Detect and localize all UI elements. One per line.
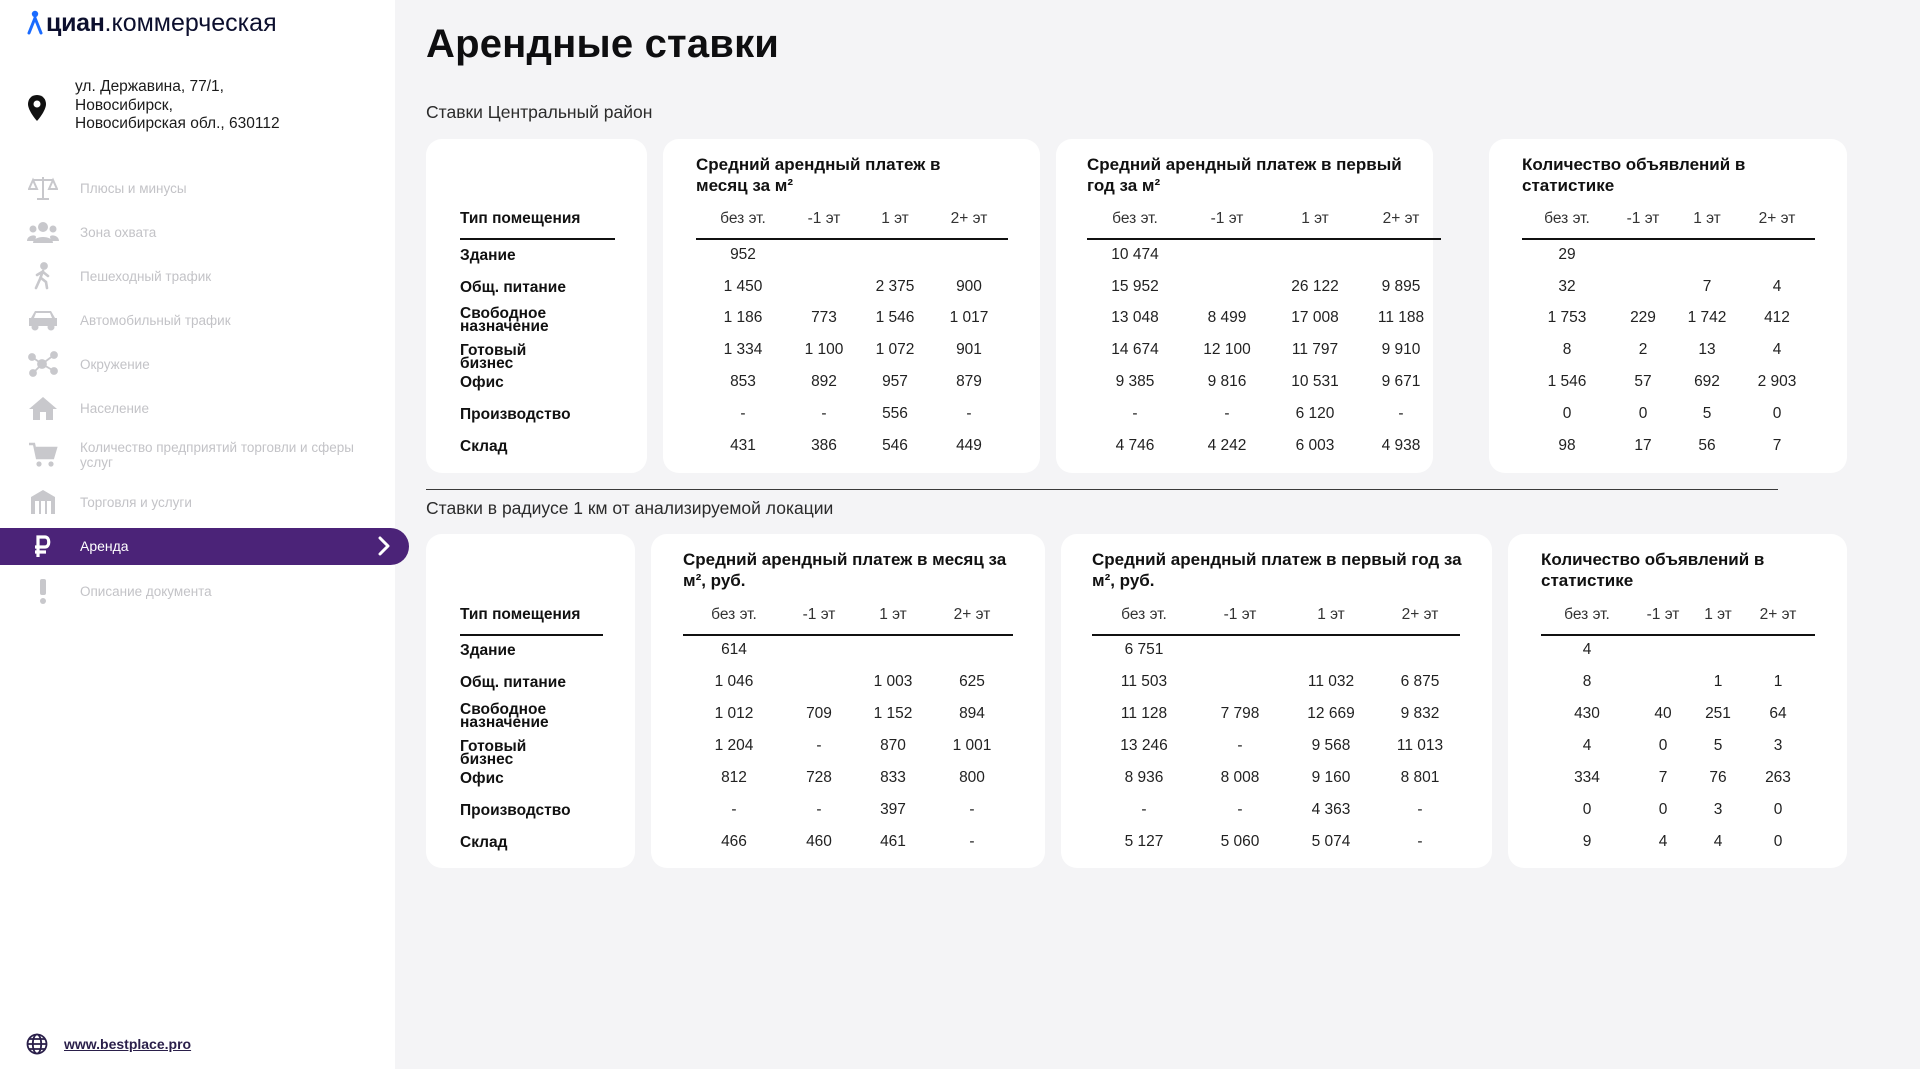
table-cell: 13 048 xyxy=(1111,309,1159,326)
table-cell: 8 936 xyxy=(1124,769,1164,786)
table-cell: 879 xyxy=(956,373,982,390)
sidebar-item-label: Количество предприятий торговли и сферы услуг xyxy=(80,440,354,470)
table-cell: 6 120 xyxy=(1295,405,1335,422)
row-label: Свободное назначение xyxy=(460,701,549,731)
row-label: Производство xyxy=(460,802,571,819)
sidebar-item-businesses-count[interactable] xyxy=(0,430,410,480)
column-header: -1 эт xyxy=(1646,606,1680,623)
table-cell: 3 xyxy=(1773,737,1783,754)
table-cell: 263 xyxy=(1765,769,1791,786)
table-cell: 7 xyxy=(1658,769,1668,786)
table-cell: 9 385 xyxy=(1115,373,1155,390)
table-cell: 0 xyxy=(1773,833,1783,850)
table-cell: 64 xyxy=(1769,705,1787,722)
table-cell: 957 xyxy=(882,373,908,390)
row-label: Офис xyxy=(460,770,504,787)
table-cell: 466 xyxy=(721,833,747,850)
table-cell: 32 xyxy=(1558,278,1576,295)
table-cell: 11 797 xyxy=(1291,341,1339,358)
table-cell: - xyxy=(1417,801,1423,818)
logo-brand: циан xyxy=(46,8,105,37)
table-cell: 0 xyxy=(1658,801,1668,818)
column-header: -1 эт xyxy=(802,606,836,623)
table-cell: 900 xyxy=(956,278,982,295)
table-cell: 546 xyxy=(882,437,908,454)
table-cell: - xyxy=(816,801,822,818)
column-header: 1 эт xyxy=(881,210,909,227)
header-rule xyxy=(1087,238,1441,240)
table-cell: 13 246 xyxy=(1120,737,1168,754)
sidebar-item-trade-services[interactable] xyxy=(0,480,410,524)
table-cell: 0 xyxy=(1562,405,1572,422)
column-header: 2+ эт xyxy=(1759,606,1797,623)
people-icon xyxy=(26,217,60,247)
table-cell: - xyxy=(1398,405,1404,422)
table-cell: 9 568 xyxy=(1311,737,1351,754)
table-cell: 76 xyxy=(1709,769,1727,786)
column-header: 2+ эт xyxy=(950,210,988,227)
table-cell: 901 xyxy=(956,341,982,358)
table-title: Средний арендный платеж в месяц за м², руб. xyxy=(683,550,1007,590)
header-rule xyxy=(683,634,1013,636)
table-cell: - xyxy=(1237,801,1243,818)
table-cell: 894 xyxy=(959,705,985,722)
table-cell: - xyxy=(1417,833,1423,850)
table-cell: 98 xyxy=(1558,437,1576,454)
table-title: Количество объявлений в статистике xyxy=(1541,550,1765,590)
table-cell: 9 671 xyxy=(1381,373,1421,390)
table-cell: 6 751 xyxy=(1124,641,1164,658)
table-cell: 9 xyxy=(1582,833,1592,850)
address-line-3: Новосибирская обл., 630112 xyxy=(75,115,280,132)
ruble-icon xyxy=(26,532,60,562)
table-cell: - xyxy=(821,405,827,422)
row-label: Готовый бизнес xyxy=(460,738,527,768)
table-cell: 1 450 xyxy=(723,278,763,295)
table-cell: 12 669 xyxy=(1307,705,1355,722)
location-pin-icon xyxy=(26,94,48,122)
table-title: Средний арендный платеж в первый год за м², руб. xyxy=(1092,550,1462,590)
table-cell: 1 001 xyxy=(952,737,992,754)
table-cell: - xyxy=(1224,405,1230,422)
table-cell: 431 xyxy=(730,437,756,454)
shop-icon xyxy=(26,487,60,517)
table-cell: 8 xyxy=(1582,673,1592,690)
column-header: -1 эт xyxy=(1626,210,1660,227)
table-title: Средний арендный платеж в первый год за м² xyxy=(1087,155,1402,195)
table-cell: 9 160 xyxy=(1311,769,1351,786)
table-cell: 4 938 xyxy=(1381,437,1421,454)
sidebar xyxy=(0,0,395,1069)
row-label: Офис xyxy=(460,374,504,391)
table-cell: 0 xyxy=(1658,737,1668,754)
table-cell: 10 474 xyxy=(1111,246,1159,263)
sidebar-item-document-description[interactable] xyxy=(0,569,410,613)
table-cell: 952 xyxy=(730,246,756,263)
table-cell: 1 742 xyxy=(1687,309,1727,326)
table-cell: 1 186 xyxy=(723,309,763,326)
column-header: без эт. xyxy=(1544,210,1590,227)
table-cell: 11 013 xyxy=(1396,737,1444,754)
table-cell: 4 242 xyxy=(1207,437,1247,454)
table-cell: 1 753 xyxy=(1547,309,1587,326)
table-cell: - xyxy=(740,405,746,422)
column-header: -1 эт xyxy=(1210,210,1244,227)
table-cell: 870 xyxy=(880,737,906,754)
table-cell: 556 xyxy=(882,405,908,422)
table-cell: 7 798 xyxy=(1220,705,1260,722)
table-cell: 40 xyxy=(1654,705,1672,722)
table-cell: 334 xyxy=(1574,769,1600,786)
table-cell: - xyxy=(1237,737,1243,754)
logo-rest: .коммерческая xyxy=(104,8,277,37)
table-cell: 4 xyxy=(1713,833,1723,850)
table-cell: 1 017 xyxy=(949,309,989,326)
table-cell: 11 188 xyxy=(1377,309,1425,326)
sidebar-item-label: Плюсы и минусы xyxy=(80,180,187,196)
table-cell: 625 xyxy=(959,673,985,690)
table-cell: 4 746 xyxy=(1115,437,1155,454)
sidebar-item-label: Описание документа xyxy=(80,583,212,599)
table-cell: 812 xyxy=(721,769,747,786)
table-cell: - xyxy=(966,405,972,422)
table-cell: 0 xyxy=(1582,801,1592,818)
sidebar-item-rent[interactable] xyxy=(0,528,409,565)
section-label-radius: Ставки в радиусе 1 км от анализируемой локации xyxy=(426,498,834,518)
header-rule xyxy=(1522,238,1815,240)
header-rule xyxy=(1541,634,1815,636)
row-label: Готовый бизнес xyxy=(460,342,527,372)
table-cell: 1 100 xyxy=(804,341,844,358)
table-cell: 1 xyxy=(1773,673,1783,690)
table-cell: 2 903 xyxy=(1757,373,1797,390)
address-line-1: ул. Державина, 77/1, xyxy=(75,78,224,95)
table-cell: 614 xyxy=(721,641,747,658)
table-cell: 833 xyxy=(880,769,906,786)
sidebar-item-population[interactable] xyxy=(0,386,410,430)
table-cell: - xyxy=(969,801,975,818)
column-header: -1 эт xyxy=(807,210,841,227)
table-cell: 1 334 xyxy=(723,341,763,358)
table-cell: 6 003 xyxy=(1295,437,1335,454)
table-cell: 1 003 xyxy=(873,673,913,690)
sidebar-item-car-traffic[interactable] xyxy=(0,298,410,342)
table-cell: 14 674 xyxy=(1111,341,1159,358)
table-cell: 8 801 xyxy=(1400,769,1440,786)
table-cell: 1 xyxy=(1713,673,1723,690)
table-cell: 9 832 xyxy=(1400,705,1440,722)
header-rule xyxy=(1092,634,1460,636)
table-cell: - xyxy=(969,833,975,850)
table-cell: 773 xyxy=(811,309,837,326)
table-cell: - xyxy=(731,801,737,818)
table-cell: 5 127 xyxy=(1124,833,1164,850)
table-cell: 2 375 xyxy=(875,278,915,295)
table-cell: 8 xyxy=(1562,341,1572,358)
column-header: 1 эт xyxy=(879,606,907,623)
table-cell: 9 816 xyxy=(1207,373,1247,390)
row-label: Здание xyxy=(460,247,516,264)
column-header: без эт. xyxy=(1121,606,1167,623)
table-cell: 11 128 xyxy=(1120,705,1168,722)
table-cell: 6 875 xyxy=(1400,673,1440,690)
table-cell: 0 xyxy=(1772,405,1782,422)
column-header: -1 эт xyxy=(1223,606,1257,623)
table-cell: 11 503 xyxy=(1120,673,1168,690)
table-cell: 2 xyxy=(1638,341,1648,358)
column-header: без эт. xyxy=(711,606,757,623)
table-cell: 460 xyxy=(806,833,832,850)
table-cell: 4 363 xyxy=(1311,801,1351,818)
column-header: 2+ эт xyxy=(1382,210,1420,227)
table-cell: 800 xyxy=(959,769,985,786)
address-line-2: Новосибирск, xyxy=(75,96,173,114)
table-cell: 17 008 xyxy=(1291,309,1339,326)
table-cell: 4 xyxy=(1582,641,1592,658)
logo-person-icon xyxy=(27,9,43,37)
table-cell: 8 008 xyxy=(1220,769,1260,786)
column-header: без эт. xyxy=(720,210,766,227)
table-cell: 5 060 xyxy=(1220,833,1260,850)
column-header: без эт. xyxy=(1564,606,1610,623)
table-cell: 17 xyxy=(1634,437,1652,454)
table-cell: 728 xyxy=(806,769,832,786)
walking-icon xyxy=(26,261,60,291)
footer xyxy=(26,1033,191,1055)
table-cell: 29 xyxy=(1558,246,1576,263)
sidebar-nav xyxy=(0,166,410,613)
header-rule xyxy=(696,238,1008,240)
page-title: Арендные ставки xyxy=(426,22,780,66)
table-cell: 430 xyxy=(1574,705,1600,722)
sidebar-item-label: Окружение xyxy=(80,356,150,372)
sidebar-item-pros-cons[interactable] xyxy=(0,166,410,210)
sidebar-item-label: Население xyxy=(80,400,149,416)
cart-icon xyxy=(26,440,60,470)
table-cell: 7 xyxy=(1772,437,1782,454)
table-cell: 5 xyxy=(1713,737,1723,754)
table-cell: 449 xyxy=(956,437,982,454)
table-cell: 3 xyxy=(1713,801,1723,818)
table-cell: 0 xyxy=(1773,801,1783,818)
table-cell: 26 122 xyxy=(1291,278,1339,295)
column-header: 1 эт xyxy=(1317,606,1345,623)
table-title: Средний арендный платеж в месяц за м² xyxy=(696,155,941,195)
column-header: 1 эт xyxy=(1301,210,1329,227)
table-cell: 1 546 xyxy=(875,309,915,326)
row-label: Производство xyxy=(460,406,571,423)
table-cell: - xyxy=(1141,801,1147,818)
table-cell: 9 895 xyxy=(1381,278,1421,295)
table-cell: 1 072 xyxy=(875,341,915,358)
column-header: 1 эт xyxy=(1704,606,1732,623)
table-cell: 0 xyxy=(1638,405,1648,422)
table-cell: - xyxy=(816,737,822,754)
table-cell: 251 xyxy=(1705,705,1731,722)
column-header: 2+ эт xyxy=(953,606,991,623)
scales-icon xyxy=(26,173,60,203)
table-cell: 461 xyxy=(880,833,906,850)
row-label: Общ. питание xyxy=(460,674,566,691)
table-cell: 4 xyxy=(1772,278,1782,295)
sidebar-item-label: Пешеходный трафик xyxy=(80,268,212,284)
table-cell: 56 xyxy=(1698,437,1716,454)
table-cell: 4 xyxy=(1772,341,1782,358)
section-divider xyxy=(426,489,1778,490)
address-text xyxy=(75,78,280,134)
car-icon xyxy=(26,305,60,335)
sidebar-item-label: Торговля и услуги xyxy=(80,494,192,510)
sidebar-item-label: Аренда xyxy=(80,538,129,554)
table-cell: 229 xyxy=(1630,309,1656,326)
row-label: Здание xyxy=(460,642,516,659)
table-cell: 9 910 xyxy=(1381,341,1421,358)
table-cell: 10 531 xyxy=(1291,373,1339,390)
logo[interactable] xyxy=(27,6,277,40)
table-cell: 7 xyxy=(1702,278,1712,295)
table-cell: 13 xyxy=(1698,341,1716,358)
table-cell: 397 xyxy=(880,801,906,818)
table-cell: 4 xyxy=(1582,737,1592,754)
chevron-right-icon xyxy=(373,535,395,557)
website-link[interactable]: www.bestplace.pro xyxy=(64,1036,192,1052)
table-cell: 57 xyxy=(1634,373,1652,390)
table-cell: 1 546 xyxy=(1547,373,1587,390)
table-cell: 11 032 xyxy=(1307,673,1355,690)
table-cell: 412 xyxy=(1764,309,1790,326)
header-rule xyxy=(460,634,603,636)
table-cell: 5 xyxy=(1702,405,1712,422)
exclamation-icon xyxy=(26,576,60,606)
table-cell: 1 152 xyxy=(873,705,913,722)
table-cell: - xyxy=(1132,405,1138,422)
table-cell: 15 952 xyxy=(1111,278,1159,295)
column-header-type: Тип помещения xyxy=(460,210,581,227)
table-cell: 4 xyxy=(1658,833,1668,850)
column-header: 2+ эт xyxy=(1758,210,1796,227)
table-cell: 692 xyxy=(1694,373,1720,390)
column-header: 1 эт xyxy=(1693,210,1721,227)
table-cell: 1 012 xyxy=(714,705,754,722)
table-cell: 709 xyxy=(806,705,832,722)
table-title: Количество объявлений в статистике xyxy=(1522,155,1746,195)
table-cell: 1 046 xyxy=(714,673,754,690)
address-block xyxy=(26,78,280,134)
globe-icon xyxy=(26,1033,48,1055)
network-icon xyxy=(26,349,60,379)
sidebar-item-pedestrian[interactable] xyxy=(0,254,410,298)
column-header-type: Тип помещения xyxy=(460,606,581,623)
table-cell: 386 xyxy=(811,437,837,454)
row-label: Свободное назначение xyxy=(460,305,549,335)
header-rule xyxy=(460,238,615,240)
sidebar-item-surroundings[interactable] xyxy=(0,342,410,386)
row-label: Общ. питание xyxy=(460,279,566,296)
table-cell: 8 499 xyxy=(1207,309,1247,326)
table-cell: 853 xyxy=(730,373,756,390)
row-label: Склад xyxy=(460,438,508,455)
table-cell: 12 100 xyxy=(1203,341,1251,358)
sidebar-item-label: Зона охвата xyxy=(80,224,157,240)
house-icon xyxy=(26,393,60,423)
column-header: без эт. xyxy=(1112,210,1158,227)
column-header: 2+ эт xyxy=(1401,606,1439,623)
sidebar-item-label: Автомобильный трафик xyxy=(80,312,231,328)
row-label: Склад xyxy=(460,834,508,851)
table-cell: 5 074 xyxy=(1311,833,1351,850)
table-cell: 892 xyxy=(811,373,837,390)
sidebar-item-coverage[interactable] xyxy=(0,210,410,254)
table-cell: 1 204 xyxy=(714,737,754,754)
section-label-district: Ставки Центральный район xyxy=(426,102,653,122)
